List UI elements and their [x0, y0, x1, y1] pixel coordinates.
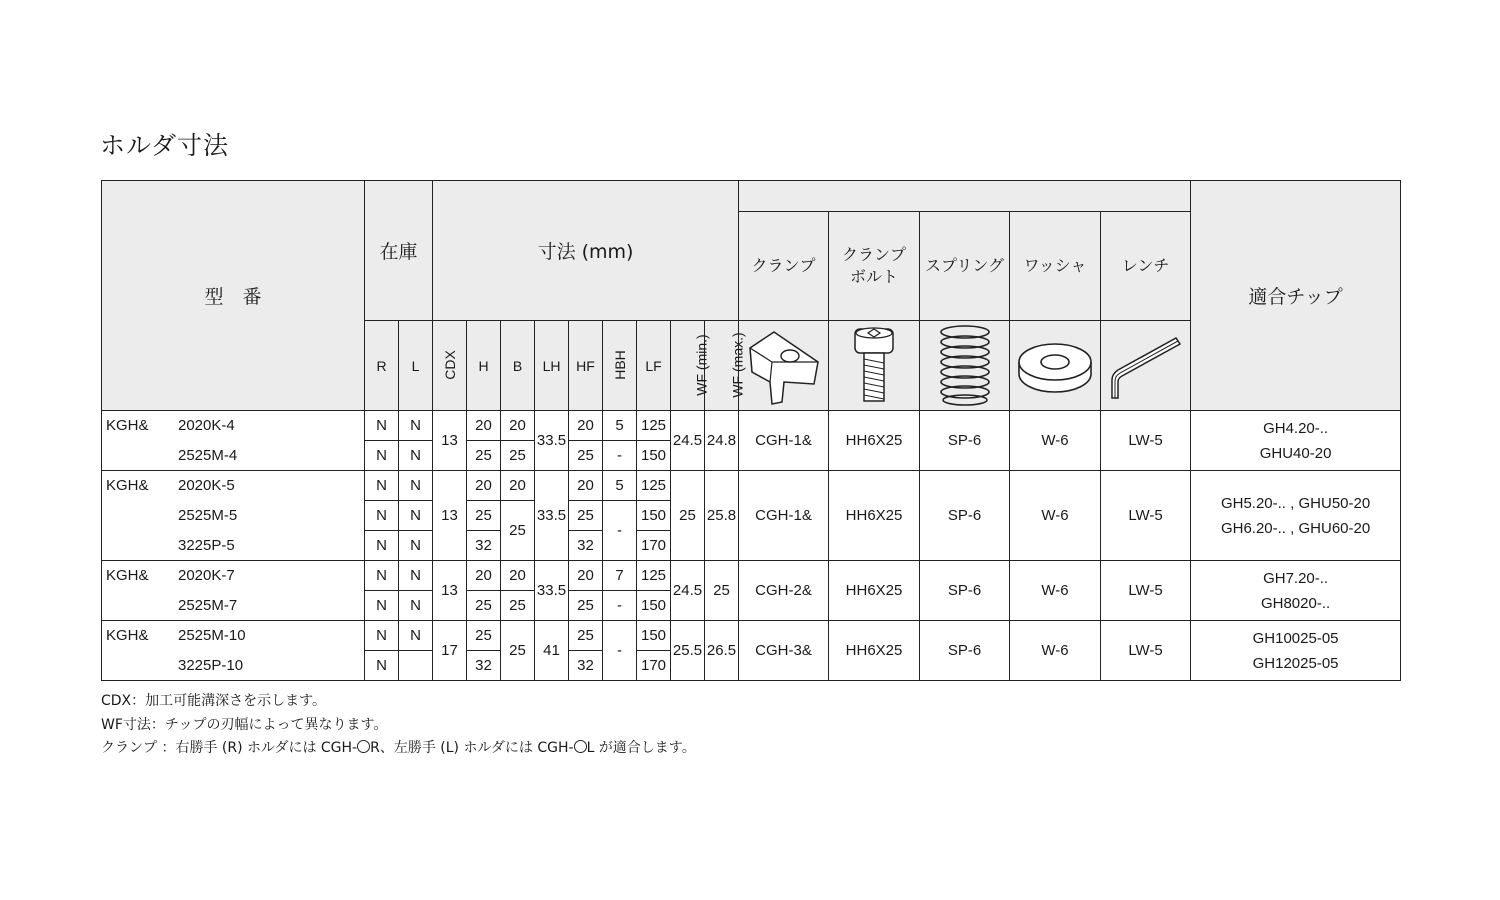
wrench-cell: LW-5 — [1101, 411, 1191, 471]
wf-max-cell: 24.8 — [705, 411, 739, 471]
chip-item: GH10025-05 — [1252, 629, 1339, 647]
header-clamp-bolt: クランプ ボルト — [829, 212, 920, 321]
hbh-cell: 5 — [603, 471, 637, 501]
header-col-wf-max: WF (max.) — [705, 321, 739, 411]
stock-r: N — [365, 471, 399, 501]
b-cell: 20 — [501, 471, 535, 501]
stock-l: N — [399, 591, 433, 621]
b-cell: 25 — [501, 441, 535, 471]
wrench-icon — [1106, 328, 1186, 404]
model-number: 2020K-4 — [178, 417, 235, 435]
model-number: 2020K-7 — [178, 567, 235, 585]
stock-r: N — [365, 441, 399, 471]
h-cell: 25 — [467, 621, 501, 651]
model-number: 3225P-5 — [178, 536, 235, 554]
washer-icon — [1015, 336, 1095, 396]
stock-l: N — [399, 441, 433, 471]
lf-cell: 170 — [637, 531, 671, 561]
model-number: 2525M-4 — [178, 446, 238, 464]
spring-cell: SP-6 — [920, 621, 1010, 681]
header-stock-l: L — [399, 321, 433, 411]
washer-cell: W-6 — [1010, 621, 1101, 681]
wf-min-cell: 24.5 — [671, 561, 705, 621]
header-spring: スプリング — [920, 212, 1010, 321]
stock-r: N — [365, 501, 399, 531]
table-row — [102, 411, 1401, 441]
washer-cell: W-6 — [1010, 561, 1101, 621]
circle-symbol-icon — [574, 740, 587, 753]
clamp-cell: CGH-1& — [739, 411, 829, 471]
model-cell — [102, 531, 365, 561]
model-number: 2525M-5 — [178, 507, 238, 524]
note-clamp: クランプ ：右勝手 (R) ホルダには CGH- R、左勝手 (L) ホルダには CGH- L が適合します。 — [101, 740, 696, 756]
cdx-cell: 17 — [433, 621, 467, 681]
h-cell: 25 — [467, 501, 501, 531]
stock-l: N — [399, 471, 433, 501]
spring-cell: SP-6 — [920, 561, 1010, 621]
b-cell: 20 — [501, 411, 535, 441]
hf-cell: 20 — [569, 561, 603, 591]
header-col-cdx: CDX — [433, 321, 467, 411]
wf-max-cell: 26.5 — [705, 621, 739, 681]
model-cell — [102, 651, 365, 681]
model-number: 2525M-7 — [178, 596, 238, 614]
lf-cell: 125 — [637, 411, 671, 441]
spring-cell: SP-6 — [920, 471, 1010, 561]
header-wrench: レンチ — [1101, 212, 1191, 321]
model-prefix: KGH& — [106, 567, 149, 585]
chip-cell — [1191, 411, 1401, 471]
model-cell — [102, 411, 365, 441]
wf-max-cell: 25 — [705, 561, 739, 621]
clamp-cell: CGH-1& — [739, 471, 829, 561]
wrench-cell: LW-5 — [1101, 621, 1191, 681]
header-chip: 適合チップ — [1191, 181, 1401, 411]
washer-icon-cell — [1010, 321, 1101, 411]
header-col-h: H — [467, 321, 501, 411]
stock-r: N — [365, 651, 399, 681]
chip-cell — [1191, 471, 1401, 561]
header-parts-blank — [739, 181, 1191, 212]
header-stock-r: R — [365, 321, 399, 411]
model-cell — [102, 501, 365, 531]
wf-max-cell: 25.8 — [705, 471, 739, 561]
lf-cell: 125 — [637, 471, 671, 501]
lf-cell: 125 — [637, 561, 671, 591]
header-stock: 在庫 — [365, 181, 433, 321]
b-cell: 25 — [501, 591, 535, 621]
hbh-cell: - — [603, 591, 637, 621]
wrench-icon-cell — [1101, 321, 1191, 411]
hf-cell: 25 — [569, 591, 603, 621]
hbh-cell: - — [603, 501, 637, 561]
wf-min-cell: 24.5 — [671, 411, 705, 471]
chip-cell — [1191, 561, 1401, 621]
hf-cell: 20 — [569, 411, 603, 441]
lf-cell: 150 — [637, 621, 671, 651]
stock-l: N — [399, 561, 433, 591]
model-cell — [102, 591, 365, 621]
model-number: 2020K-5 — [178, 477, 235, 495]
holder-dimension-table — [101, 180, 1401, 681]
bolt-cell: HH6X25 — [829, 621, 920, 681]
h-cell: 32 — [467, 651, 501, 681]
chip-cell — [1191, 621, 1401, 681]
chip-item: GH6.20-.. , GHU60-20 — [1220, 519, 1371, 537]
note-cdx: CDX：加工可能溝深さを示します。 — [101, 693, 327, 709]
spring-cell: SP-6 — [920, 411, 1010, 471]
b-cell: 20 — [501, 561, 535, 591]
hf-cell: 32 — [569, 651, 603, 681]
hf-cell: 20 — [569, 471, 603, 501]
model-cell — [102, 621, 365, 651]
clamp-icon — [744, 326, 824, 406]
hbh-cell: 7 — [603, 561, 637, 591]
b-cell: 25 — [501, 501, 535, 561]
page-title: ホルダ寸法 — [100, 131, 230, 160]
h-cell: 25 — [467, 591, 501, 621]
hbh-cell: - — [603, 621, 637, 681]
lh-cell: 33.5 — [535, 471, 569, 561]
stock-l: N — [399, 411, 433, 441]
hbh-cell: - — [603, 441, 637, 471]
h-cell: 32 — [467, 531, 501, 561]
lf-cell: 170 — [637, 651, 671, 681]
wrench-cell: LW-5 — [1101, 561, 1191, 621]
spring-icon — [935, 324, 995, 408]
table-row — [102, 561, 1401, 591]
cdx-cell: 13 — [433, 561, 467, 621]
bolt-cell: HH6X25 — [829, 411, 920, 471]
wf-min-cell: 25 — [671, 471, 705, 561]
stock-r: N — [365, 561, 399, 591]
bolt-cell: HH6X25 — [829, 471, 920, 561]
stock-l: N — [399, 531, 433, 561]
stock-l: N — [399, 621, 433, 651]
cdx-cell: 13 — [433, 411, 467, 471]
washer-cell: W-6 — [1010, 471, 1101, 561]
model-cell — [102, 441, 365, 471]
hbh-cell: 5 — [603, 411, 637, 441]
header-col-wf-min: WF (min.) — [671, 321, 705, 411]
chip-item: GHU40-20 — [1259, 444, 1332, 462]
cdx-cell: 13 — [433, 471, 467, 561]
h-cell: 20 — [467, 561, 501, 591]
header-col-lh: LH — [535, 321, 569, 411]
clamp-cell: CGH-3& — [739, 621, 829, 681]
clamp-icon-cell — [739, 321, 829, 411]
washer-cell: W-6 — [1010, 411, 1101, 471]
model-prefix: KGH& — [106, 417, 149, 435]
lh-cell: 33.5 — [535, 411, 569, 471]
header-col-b: B — [501, 321, 535, 411]
stock-r: N — [365, 621, 399, 651]
lf-cell: 150 — [637, 591, 671, 621]
stock-l — [399, 651, 433, 681]
header-dimensions: 寸法 (mm) — [433, 181, 739, 321]
lh-cell: 33.5 — [535, 561, 569, 621]
model-number: 2525M-10 — [178, 627, 246, 645]
header-col-hbh: HBH — [603, 321, 637, 411]
model-number: 3225P-10 — [178, 656, 244, 674]
lf-cell: 150 — [637, 441, 671, 471]
header-washer: ワッシャ — [1010, 212, 1101, 321]
stock-r: N — [365, 591, 399, 621]
header-model: 型 番 — [102, 181, 365, 411]
stock-r: N — [365, 531, 399, 561]
stock-l: N — [399, 501, 433, 531]
lh-cell: 41 — [535, 621, 569, 681]
model-prefix: KGH& — [106, 627, 149, 645]
table-row — [102, 621, 1401, 651]
bolt-cell: HH6X25 — [829, 561, 920, 621]
footnotes — [101, 690, 696, 761]
model-prefix: KGH& — [106, 477, 149, 495]
spring-icon-cell — [920, 321, 1010, 411]
hf-cell: 25 — [569, 501, 603, 531]
wf-min-cell: 25.5 — [671, 621, 705, 681]
table-row — [102, 471, 1401, 501]
bolt-icon-cell — [829, 321, 920, 411]
clamp-cell: CGH-2& — [739, 561, 829, 621]
circle-symbol-icon — [357, 740, 370, 753]
bolt-icon — [849, 325, 899, 407]
model-cell — [102, 471, 365, 501]
b-cell: 25 — [501, 621, 535, 681]
chip-item: GH12025-05 — [1252, 654, 1339, 672]
stock-r: N — [365, 411, 399, 441]
wrench-cell: LW-5 — [1101, 471, 1191, 561]
note-wf: WF寸法：チップの刃幅によって異なります。 — [101, 716, 388, 733]
chip-item: GH5.20-.. , GHU50-20 — [1220, 494, 1371, 512]
header-col-lf: LF — [637, 321, 671, 411]
chip-item: GH4.20-.. — [1263, 419, 1329, 437]
h-cell: 20 — [467, 471, 501, 501]
chip-item: GH7.20-.. — [1263, 569, 1329, 587]
hf-cell: 25 — [569, 621, 603, 651]
lf-cell: 150 — [637, 501, 671, 531]
h-cell: 25 — [467, 441, 501, 471]
header-col-hf: HF — [569, 321, 603, 411]
h-cell: 20 — [467, 411, 501, 441]
hf-cell: 25 — [569, 441, 603, 471]
chip-item: GH8020-.. — [1260, 594, 1331, 612]
header-clamp: クランプ — [739, 212, 829, 321]
model-cell — [102, 561, 365, 591]
hf-cell: 32 — [569, 531, 603, 561]
